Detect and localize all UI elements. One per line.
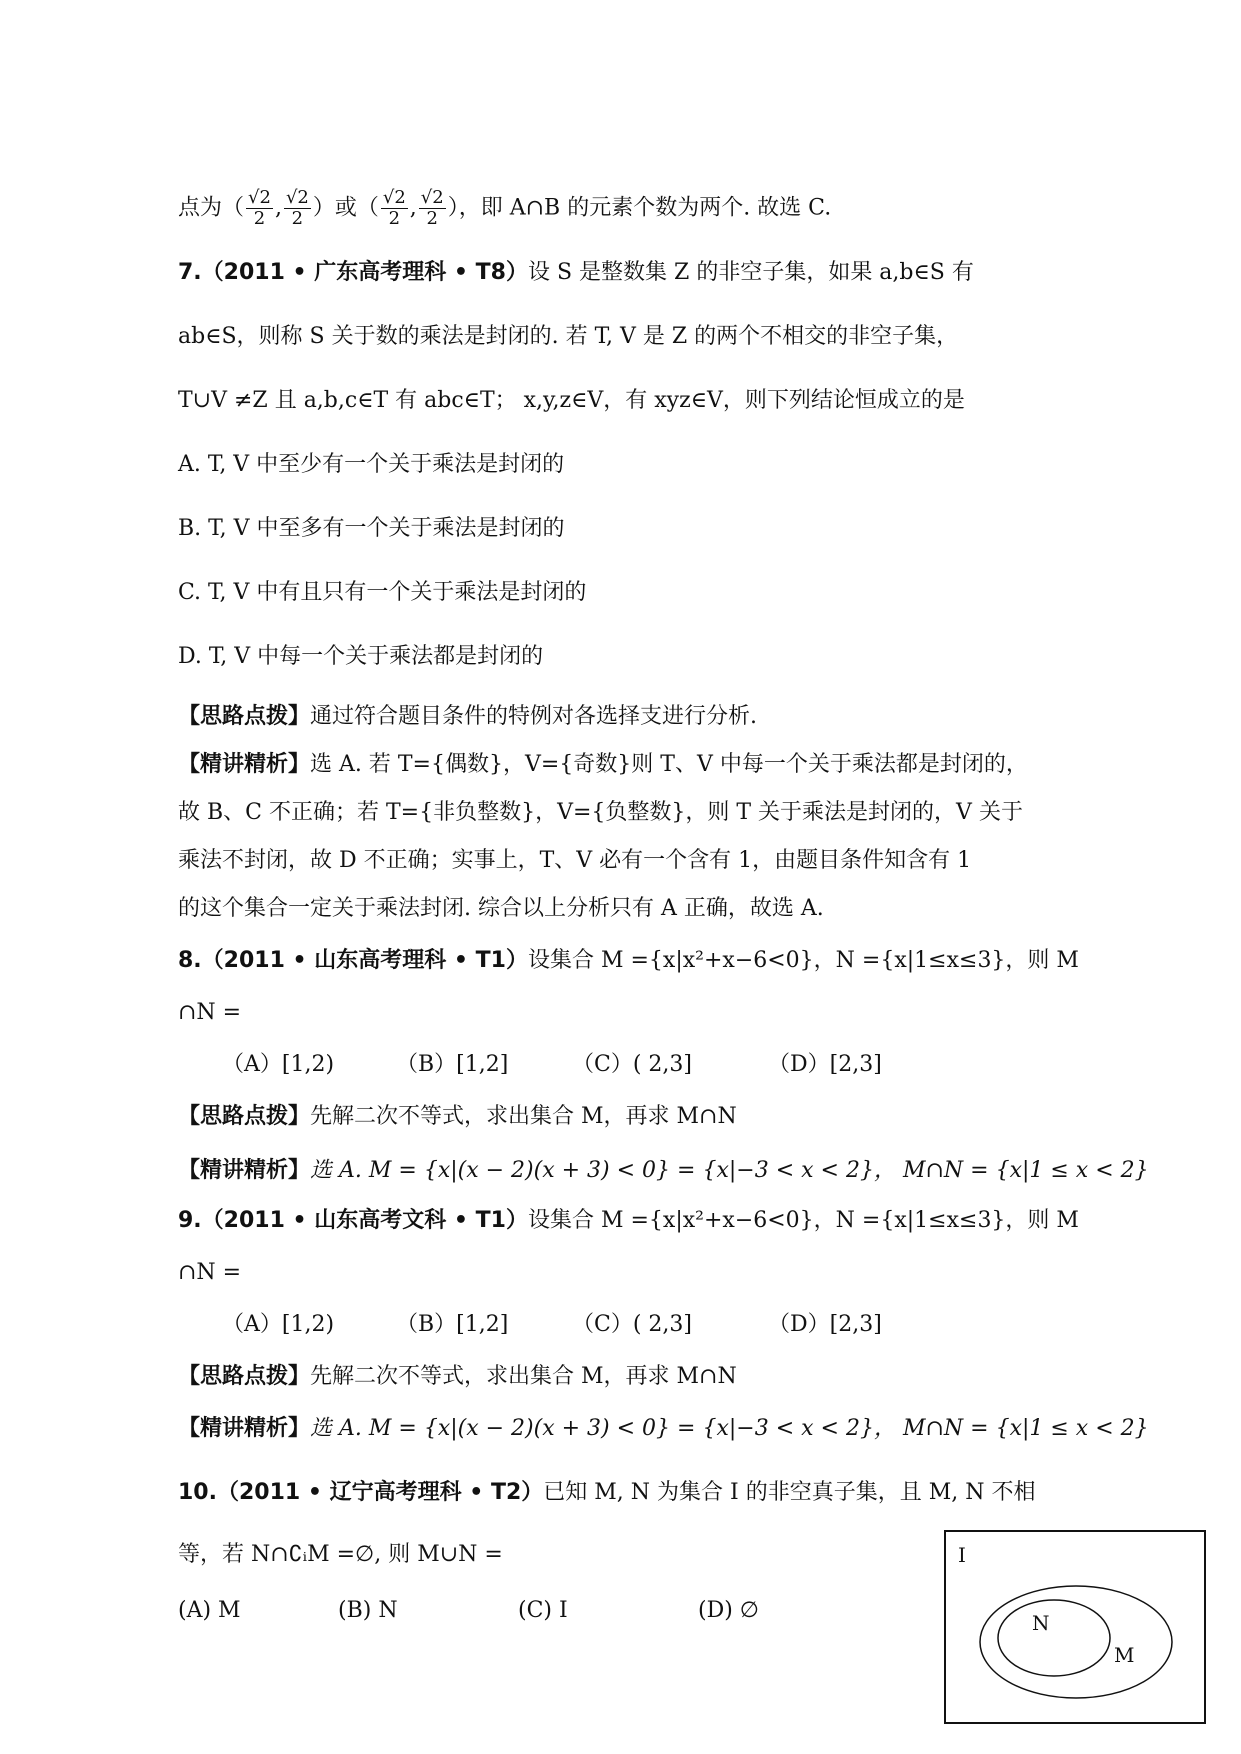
q9-text-2: ∩N = (178, 1260, 242, 1285)
q10-text-1: 已知 M, N 为集合 I 的非空真子集，且 M, N 不相 (543, 1480, 1036, 1505)
analysis-label: 【精讲精析】 (178, 1158, 311, 1183)
q9-option-a: （A）[1,2) (222, 1312, 335, 1337)
q10-option-d: (D) ∅ (698, 1598, 759, 1623)
q7-option-d: D. T, V 中每一个关于乘法都是封闭的 (178, 644, 544, 669)
q9-text-1: 设集合 M ={x|x²+x−6<0}，N ={x|1≤x≤3}，则 M (527, 1208, 1079, 1233)
q8-analysis (178, 1156, 1149, 1186)
fraction: $\frac{√2}{2}$ (382, 187, 406, 229)
intro-suffix: ），即 A∩B 的元素个数为两个. 故选 C. (447, 195, 832, 221)
q9-option-c: （C）( 2,3] (572, 1312, 692, 1337)
intro-line: 点为（ $\frac{√2}{2}$ , $\frac{√2}{2}$ ）或（ $\frac{√2}{2}$ , $\frac{√2}{2}$ ），即 A∩B 的元素个数为两个. 故选 C. (178, 187, 832, 229)
q8-hint (178, 1102, 1078, 1132)
venn-label-n: N (1032, 1611, 1050, 1635)
venn-set-n-ellipse (998, 1600, 1110, 1676)
venn-svg (946, 1532, 1204, 1722)
venn-diagram (944, 1530, 1206, 1724)
q9-option-b: （B）[1,2] (396, 1312, 509, 1337)
analysis-label: 【精讲精析】 (178, 1416, 311, 1441)
intro-prefix: 点为（ (178, 195, 245, 221)
q7-title: 7.（2011 • 广东高考理科 • T8） (178, 260, 528, 285)
fraction: $\frac{√2}{2}$ (285, 187, 309, 229)
q7-line-1 (178, 258, 1078, 288)
q7-option-b: B. T, V 中至多有一个关于乘法是封闭的 (178, 516, 565, 541)
q8-option-d: （D）[2,3] (768, 1052, 882, 1077)
q7-text-2: ab∈S，则称 S 关于数的乘法是封闭的. 若 T, V 是 Z 的两个不相交的非空子集， (178, 324, 959, 349)
q7-analysis-2: 故 B、C 不正确；若 T={非负整数}，V={负整数}，则 T 关于乘法是封闭的，V 关于 (178, 800, 1023, 825)
q8-option-a: （A）[1,2) (222, 1052, 335, 1077)
q7-analysis-1 (178, 750, 1078, 780)
hint-text: 先解二次不等式，求出集合 M，再求 M∩N (310, 1104, 737, 1129)
q9-hint (178, 1362, 1078, 1392)
q10-option-c: (C) I (518, 1598, 568, 1623)
analysis-text: 选 A. 若 T={偶数}，V={奇数}则 T、V 中每一个关于乘法都是封闭的， (310, 752, 1028, 777)
q8-text-2: ∩N = (178, 1000, 242, 1025)
q8-title: 8.（2011 • 山东高考理科 • T1） (178, 948, 528, 973)
venn-label-i: I (958, 1543, 966, 1567)
fraction: $\frac{√2}{2}$ (420, 187, 444, 229)
analysis-label: 【精讲精析】 (178, 752, 311, 777)
q9-title: 9.（2011 • 山东高考文科 • T1） (178, 1208, 528, 1233)
hint-text: 先解二次不等式，求出集合 M，再求 M∩N (310, 1364, 737, 1389)
q7-text-1: 设 S 是整数集 Z 的非空子集，如果 a,b∈S 有 (527, 260, 974, 285)
q8-line-1 (178, 946, 1078, 976)
q7-option-c: C. T, V 中有且只有一个关于乘法是封闭的 (178, 580, 587, 605)
hint-label: 【思路点拨】 (178, 704, 311, 729)
q8-option-c: （C）( 2,3] (572, 1052, 692, 1077)
q10-title: 10.（2011 • 辽宁高考理科 • T2） (178, 1480, 544, 1505)
q10-option-b: (B) N (338, 1598, 398, 1623)
q7-analysis-3: 乘法不封闭，故 D 不正确；实事上，T、V 必有一个含有 1，由题目条件知含有 1 (178, 848, 972, 873)
q9-option-d: （D）[2,3] (768, 1312, 882, 1337)
q10-text-2: 等，若 N∩∁ᵢM =∅, 则 M∪N = (178, 1542, 503, 1567)
analysis-text: 选 A. M = {x|(x − 2)(x + 3) < 0} = {x|−3 < x < 2}， M∩N = {x|1 ≤ x < 2} (310, 1416, 1149, 1441)
q8-text-1: 设集合 M ={x|x²+x−6<0}，N ={x|1≤x≤3}，则 M (527, 948, 1079, 973)
q10-line-1 (178, 1478, 1078, 1508)
q7-text-3: T∪V ≠Z 且 a,b,c∈T 有 abc∈T； x,y,z∈V，有 xyz∈V，则下列结论恒成立的是 (178, 388, 965, 413)
hint-label: 【思路点拨】 (178, 1104, 311, 1129)
hint-label: 【思路点拨】 (178, 1364, 311, 1389)
q7-hint (178, 702, 1078, 732)
q7-analysis-4: 的这个集合一定关于乘法封闭. 综合以上分析只有 A 正确，故选 A. (178, 896, 824, 921)
analysis-text: 选 A. M = {x|(x − 2)(x + 3) < 0} = {x|−3 < x < 2}， M∩N = {x|1 ≤ x < 2} (310, 1158, 1149, 1183)
hint-text: 通过符合题目条件的特例对各选择支进行分析. (310, 704, 758, 729)
q10-option-a: (A) M (178, 1598, 241, 1623)
fraction: $\frac{√2}{2}$ (248, 187, 271, 229)
venn-label-m: M (1114, 1643, 1135, 1667)
q7-option-a: A. T, V 中至少有一个关于乘法是封闭的 (178, 452, 565, 477)
q9-analysis (178, 1414, 1149, 1444)
q8-option-b: （B）[1,2] (396, 1052, 509, 1077)
q9-line-1 (178, 1206, 1078, 1236)
